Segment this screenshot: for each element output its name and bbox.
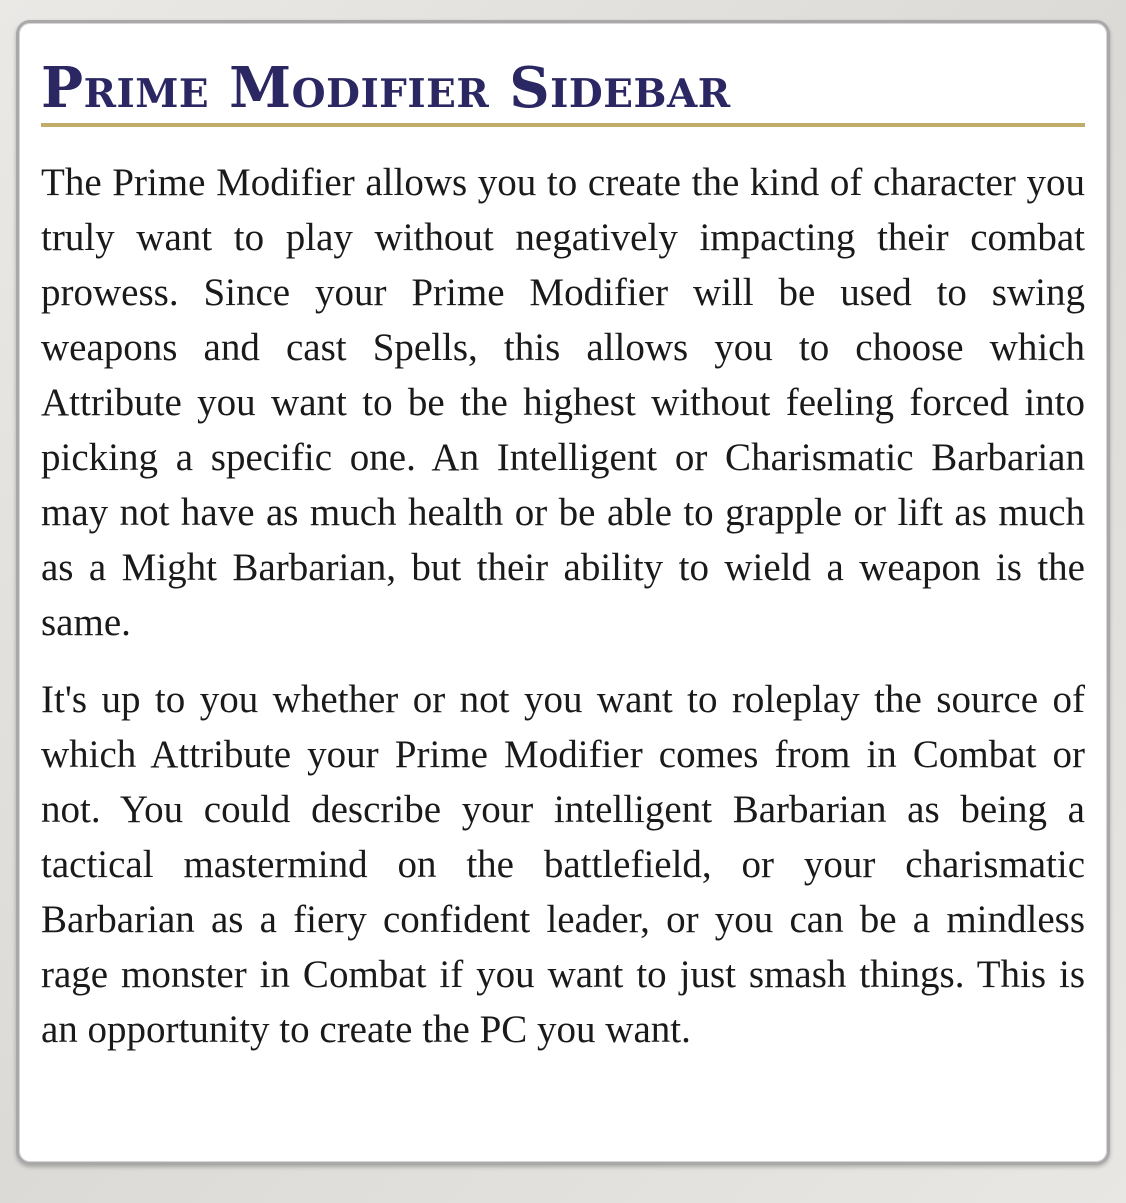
title-divider — [41, 123, 1085, 127]
sidebar-paragraph-1: The Prime Modifier allows you to create the kind of character you truly want to play without negatively impacting their combat prowess. Since your Prime Modifier will be used to swing weapons and cast Spells, this allows you to choose which Attribute you want to be the highest without feeling forced into picking a specific one. An Intelligent or Charismatic Barbarian may not have as much health or be able to grapple or lift as much as a Might Barbarian, but their ability to wield a weapon is the same. — [41, 161, 1085, 644]
sidebar-paragraph-2: It's up to you whether or not you want to roleplay the source of which Attribute your Prime Modifier comes from in Combat or not. You could describe your intelligent Barbarian as being a tactical mastermind on the battlefield, or your charismatic Barbarian as a fiery confident leader, or you can be a mindless rage monster in Combat if you want to just smash things. This is an opportunity to create the PC you want. — [41, 678, 1085, 1051]
prime-modifier-sidebar — [16, 20, 1110, 1165]
sidebar-title: Prime Modifier Sidebar — [41, 55, 731, 121]
